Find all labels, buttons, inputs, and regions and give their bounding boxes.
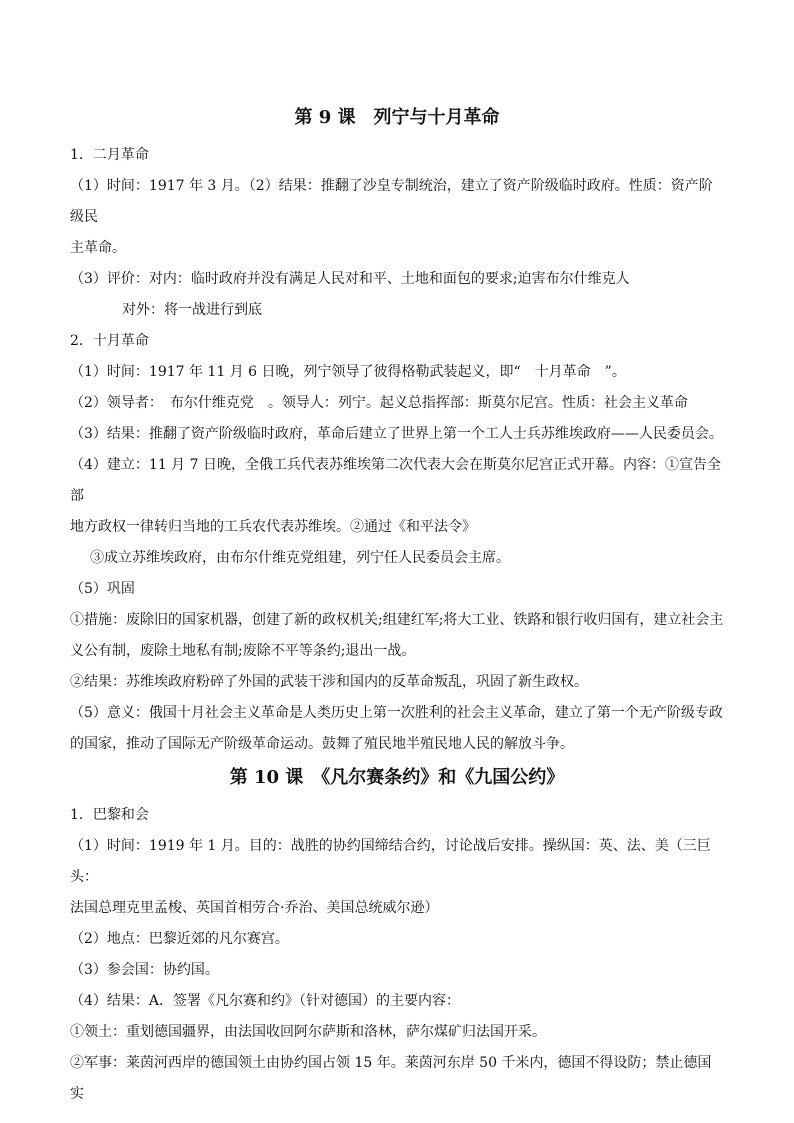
text-line: ③成立苏维埃政府，由布尔什维克党组建，列宁任人民委员会主席。	[90, 550, 510, 566]
text-line: （4）建立：11 月 7 日晚，全俄工兵代表苏维埃第二次代表大会在斯莫尔尼宫正式开幕。内容：①宣告全部	[70, 457, 721, 504]
text-line: 1．二月革命	[70, 147, 149, 163]
text-line: （1）时间：1917 年 11 月 6 日晚，列宁领导了彼得格勒武装起义，即“ 十月革命 ”。	[70, 364, 626, 380]
text-line: （5）巩固	[70, 581, 135, 597]
text-line: 对外：将一战进行到底	[122, 302, 262, 318]
text-line: ①领土：重划德国疆界，由法国收回阿尔萨斯和洛林，萨尔煤矿归法国开采。	[70, 1024, 546, 1040]
text-line: （1）时间：1919 年 1 月。目的：战胜的协约国缔结合约，讨论战后安排。操纵国：英、法、美（三巨头：	[70, 838, 711, 885]
text-line: ①措施：废除旧的国家机器，创建了新的政权机关;组建红军;将大工业、铁路和银行收归国有，建立社会主	[70, 612, 724, 628]
text-line: 地方政权一律转归当地的工兵农代表苏维埃。②通过《和平法令》	[70, 519, 476, 535]
text-line: （3）参会国：协约国。	[70, 962, 219, 978]
text-line: （4）结果：A．签署《凡尔赛和约》（针对德国）的主要内容：	[70, 993, 461, 1009]
text-line: 的国家，推动了国际无产阶级革命运动。鼓舞了殖民地半殖民地人民的解放斗争。	[70, 736, 574, 752]
text-line: 法国总理克里孟梭、英国首相劳合·乔治、美国总统威尔逊）	[70, 900, 439, 916]
text-line: （1）时间：1917 年 3 月。（2）结果：推翻了沙皇专制统治，建立了资产阶级临时政府。性质：资产阶级民	[70, 178, 713, 225]
text-line: （2）领导者： 布尔什维克党 。领导人：列宁。起义总指挥部：斯莫尔尼宫。性质：社会主义革命	[70, 395, 688, 411]
text-line: 2．十月革命	[70, 333, 149, 349]
text-line: ②军事：莱茵河西岸的德国领土由协约国占领 15 年。莱茵河东岸 50 千米内，德国不得设防；禁止德国实	[70, 1055, 712, 1102]
text-line: （3）评价：对内：临时政府并没有满足人民对和平、土地和面包的要求;迫害布尔什维克人	[70, 271, 630, 287]
lesson10-title: 第 10 课 《凡尔赛条约》和《九国公约》	[229, 767, 565, 788]
text-line: （3）结果：推翻了资产阶级临时政府，革命后建立了世界上第一个工人士兵苏维埃政府——人民委员会。	[70, 426, 723, 442]
text-line: （5）意义：俄国十月社会主义革命是人类历史上第一次胜利的社会主义革命，建立了第一个无产阶级专政	[70, 705, 723, 721]
lesson9-title: 第 9 课 列宁与十月革命	[294, 107, 500, 128]
text-line: ②结果：苏维埃政府粉碎了外国的武装干涉和国内的反革命叛乱，巩固了新生政权。	[70, 674, 588, 690]
text-line: 主革命。	[70, 240, 126, 256]
text-line: 1．巴黎和会	[70, 807, 149, 823]
text-line: 义公有制，废除土地私有制;废除不平等条约;退出一战。	[70, 643, 416, 659]
text-line: （2）地点：巴黎近郊的凡尔赛宫。	[70, 931, 289, 947]
